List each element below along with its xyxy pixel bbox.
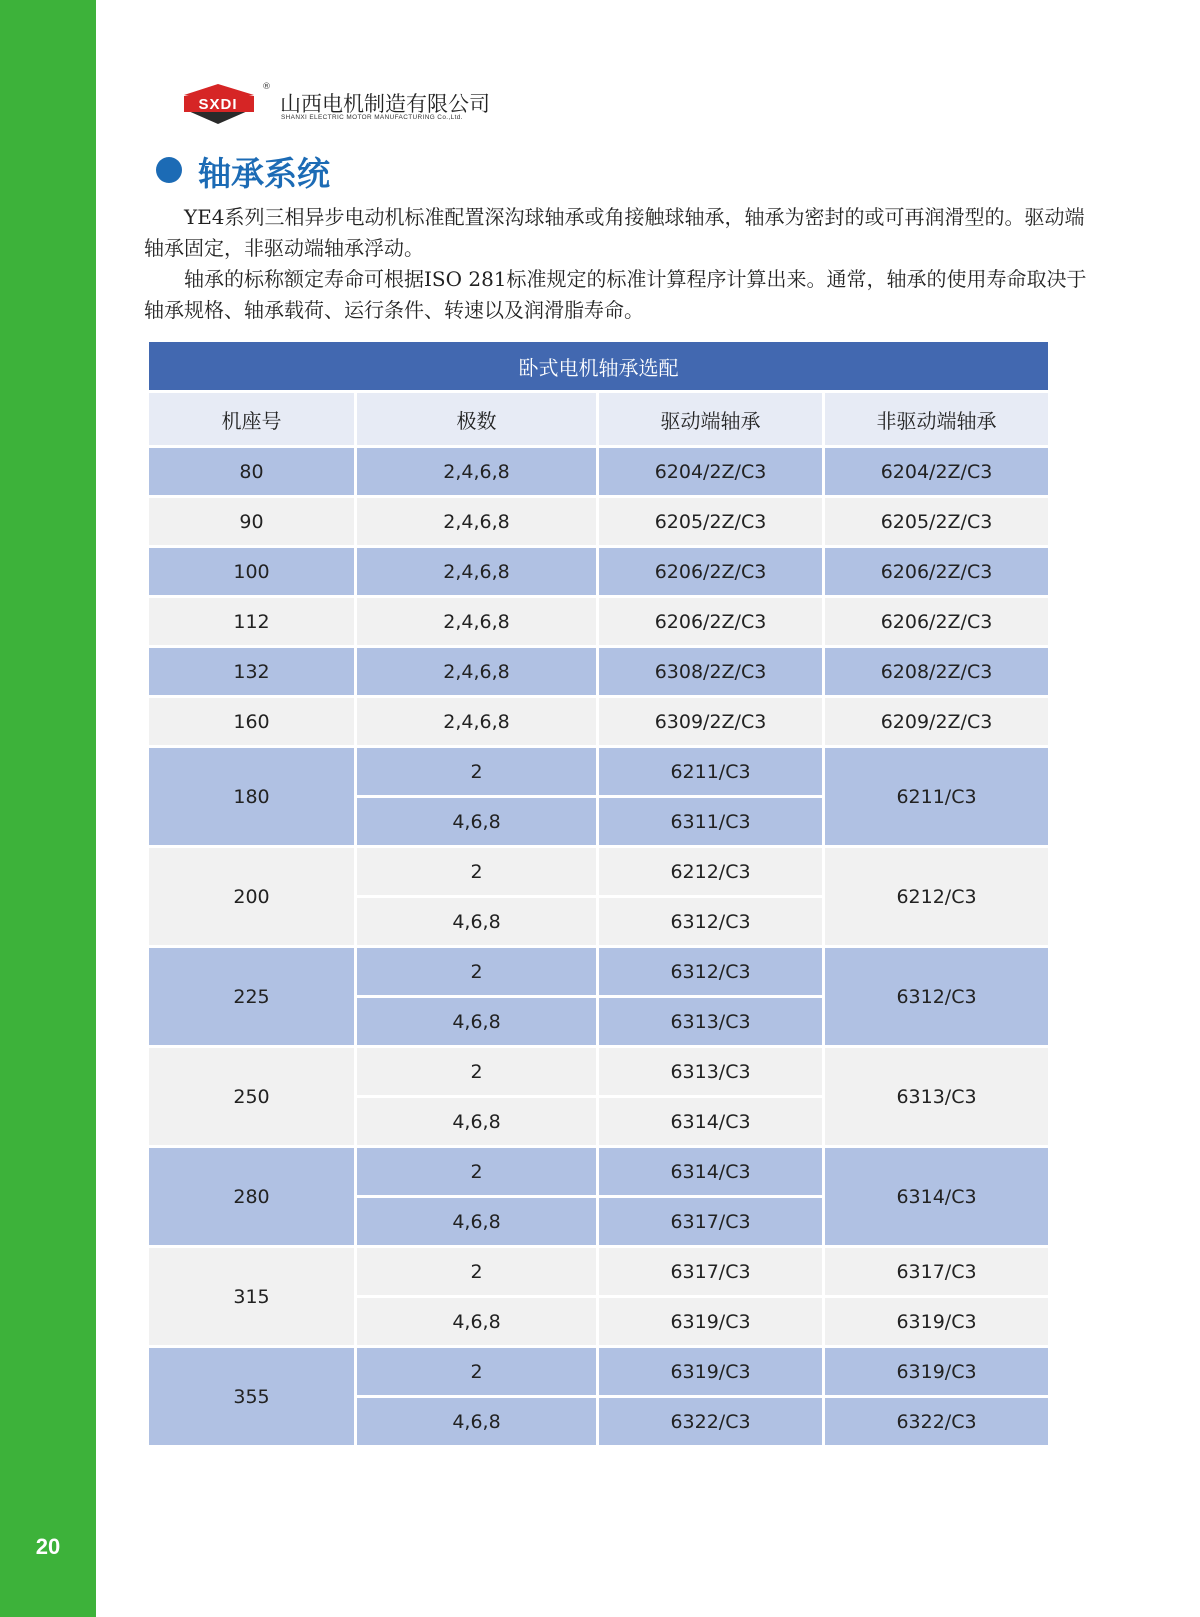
poles-cell: 2,4,6,8: [356, 647, 598, 697]
section-bullet-icon: [156, 157, 182, 183]
table-row: [148, 447, 1050, 497]
table-body: [148, 447, 1050, 1447]
table-row: [148, 597, 1050, 647]
section-title: 轴承系统: [198, 154, 330, 193]
non-drive-end-bearing-cell: 6319/C3: [824, 1297, 1050, 1347]
non-drive-end-bearing-cell: 6319/C3: [824, 1347, 1050, 1397]
non-drive-end-bearing-cell: 6314/C3: [824, 1147, 1050, 1247]
frame-cell: 100: [148, 547, 356, 597]
registered-mark: ®: [262, 82, 271, 92]
paragraph-1-text: YE4系列三相异步电动机标准配置深沟球轴承或角接触球轴承，轴承为密封的或可再润滑型的。驱动端轴承固定，非驱动端轴承浮动。: [144, 205, 1085, 260]
poles-cell: 2: [356, 1047, 598, 1097]
poles-cell: 4,6,8: [356, 897, 598, 947]
drive-end-bearing-cell: 6205/2Z/C3: [598, 497, 824, 547]
poles-cell: 2,4,6,8: [356, 697, 598, 747]
frame-cell: 80: [148, 447, 356, 497]
poles-cell: 2,4,6,8: [356, 497, 598, 547]
drive-end-bearing-cell: 6309/2Z/C3: [598, 697, 824, 747]
non-drive-end-bearing-cell: 6204/2Z/C3: [824, 447, 1050, 497]
drive-end-bearing-cell: 6317/C3: [598, 1197, 824, 1247]
poles-cell: 2,4,6,8: [356, 597, 598, 647]
drive-end-bearing-cell: 6206/2Z/C3: [598, 597, 824, 647]
poles-cell: 2: [356, 1347, 598, 1397]
table-row: [148, 1147, 1050, 1197]
logo-mark-text: SXDI: [198, 96, 238, 113]
non-drive-end-bearing-cell: 6206/2Z/C3: [824, 547, 1050, 597]
table-row: [148, 947, 1050, 997]
frame-cell: 132: [148, 647, 356, 697]
table-row: [148, 697, 1050, 747]
header-poles: 极数: [356, 392, 598, 447]
poles-cell: 2,4,6,8: [356, 447, 598, 497]
frame-cell: 280: [148, 1147, 356, 1247]
frame-cell: 250: [148, 1047, 356, 1147]
drive-end-bearing-cell: 6204/2Z/C3: [598, 447, 824, 497]
drive-end-bearing-cell: 6311/C3: [598, 797, 824, 847]
frame-cell: 112: [148, 597, 356, 647]
non-drive-end-bearing-cell: 6312/C3: [824, 947, 1050, 1047]
table-row: [148, 547, 1050, 597]
drive-end-bearing-cell: 6313/C3: [598, 1047, 824, 1097]
frame-cell: 90: [148, 497, 356, 547]
poles-cell: 2: [356, 947, 598, 997]
poles-cell: 4,6,8: [356, 1197, 598, 1247]
non-drive-end-bearing-cell: 6209/2Z/C3: [824, 697, 1050, 747]
company-name-cn: 山西电机制造有限公司: [280, 92, 490, 116]
frame-cell: 160: [148, 697, 356, 747]
non-drive-end-bearing-cell: 6322/C3: [824, 1397, 1050, 1447]
drive-end-bearing-cell: 6312/C3: [598, 897, 824, 947]
poles-cell: 4,6,8: [356, 1297, 598, 1347]
company-name-en: SHANXI ELECTRIC MOTOR MANUFACTURING Co.,Ltd.: [281, 114, 463, 121]
drive-end-bearing-cell: 6319/C3: [598, 1297, 824, 1347]
side-color-bar: [0, 0, 96, 1617]
non-drive-end-bearing-cell: 6313/C3: [824, 1047, 1050, 1147]
page-number: 20: [35, 1534, 61, 1559]
table-row: [148, 497, 1050, 547]
paragraph-1: [144, 202, 1090, 264]
drive-end-bearing-cell: 6314/C3: [598, 1097, 824, 1147]
drive-end-bearing-cell: 6317/C3: [598, 1247, 824, 1297]
table-row: [148, 1247, 1050, 1297]
table-row: [148, 747, 1050, 797]
drive-end-bearing-cell: 6211/C3: [598, 747, 824, 797]
drive-end-bearing-cell: 6312/C3: [598, 947, 824, 997]
frame-cell: 225: [148, 947, 356, 1047]
header-frame: 机座号: [148, 392, 356, 447]
non-drive-end-bearing-cell: 6205/2Z/C3: [824, 497, 1050, 547]
drive-end-bearing-cell: 6308/2Z/C3: [598, 647, 824, 697]
drive-end-bearing-cell: 6313/C3: [598, 997, 824, 1047]
non-drive-end-bearing-cell: 6317/C3: [824, 1247, 1050, 1297]
table-row: [148, 647, 1050, 697]
poles-cell: 4,6,8: [356, 997, 598, 1047]
non-drive-end-bearing-cell: 6208/2Z/C3: [824, 647, 1050, 697]
drive-end-bearing-cell: 6319/C3: [598, 1347, 824, 1397]
frame-cell: 200: [148, 847, 356, 947]
table-row: [148, 1047, 1050, 1097]
frame-cell: 315: [148, 1247, 356, 1347]
non-drive-end-bearing-cell: 6211/C3: [824, 747, 1050, 847]
poles-cell: 4,6,8: [356, 797, 598, 847]
paragraph-2: [144, 264, 1090, 326]
poles-cell: 2: [356, 847, 598, 897]
table-row: [148, 1347, 1050, 1397]
drive-end-bearing-cell: 6322/C3: [598, 1397, 824, 1447]
drive-end-bearing-cell: 6206/2Z/C3: [598, 547, 824, 597]
frame-cell: 180: [148, 747, 356, 847]
paragraph-2-text: 轴承的标称额定寿命可根据ISO 281标准规定的标准计算程序计算出来。通常，轴承的使用寿命取决于轴承规格、轴承载荷、运行条件、转速以及润滑脂寿命。: [144, 267, 1087, 322]
drive-end-bearing-cell: 6212/C3: [598, 847, 824, 897]
poles-cell: 4,6,8: [356, 1097, 598, 1147]
non-drive-end-bearing-cell: 6206/2Z/C3: [824, 597, 1050, 647]
header-non-drive-end: 非驱动端轴承: [824, 392, 1050, 447]
header-drive-end: 驱动端轴承: [598, 392, 824, 447]
poles-cell: 2: [356, 1247, 598, 1297]
drive-end-bearing-cell: 6314/C3: [598, 1147, 824, 1197]
bearing-selection-table: [146, 339, 1051, 1448]
poles-cell: 2,4,6,8: [356, 547, 598, 597]
non-drive-end-bearing-cell: 6212/C3: [824, 847, 1050, 947]
poles-cell: 2: [356, 747, 598, 797]
poles-cell: 4,6,8: [356, 1397, 598, 1447]
table-row: [148, 847, 1050, 897]
table-caption: 卧式电机轴承选配: [148, 341, 1050, 392]
frame-cell: 355: [148, 1347, 356, 1447]
poles-cell: 2: [356, 1147, 598, 1197]
